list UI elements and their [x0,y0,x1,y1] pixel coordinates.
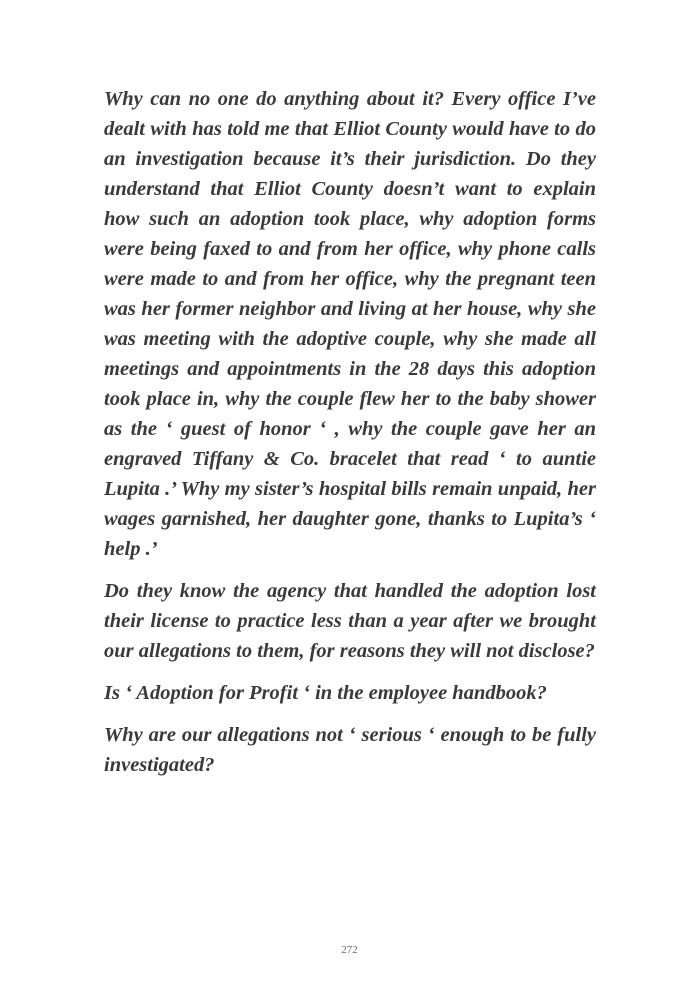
paragraph: Why are our allegations not ‘ serious ‘ enough to be fully investigated? [104,724,596,776]
paragraph: Do they know the agency that handled the adoption lost their license to practice less than a year after we brought our allegations to them, for reasons they will not disclose? [104,580,596,662]
body-text [104,84,596,792]
page-number: 272 [341,944,358,956]
paragraph: Is ‘ Adoption for Profit ‘ in the employee handbook? [104,682,547,704]
paragraph: Why can no one do anything about it? Every office I’ve dealt with has told me that Elliot County would have to do an investigation because it’s their jurisdiction. Do they understand that Elliot County doesn’t want to explain how such an adoption took place, why adoption forms were being faxed to and from her office, why phone calls were made to and from her office, why the pregnant teen was her former neighbor and living at her house, why she was meeting with the adoptive couple, why she made all meetings and appointments in the 28 days this adoption took place in, why the couple flew her to the baby shower as the ‘ guest of honor ‘ , why the couple gave her an engraved Tiffany & Co. bracelet that read ‘ to auntie Lupita .’ Why my sister’s hospital bills remain unpaid, her wages garnished, her daughter gone, thanks to Lupita’s ‘ help .’ [104,88,596,560]
